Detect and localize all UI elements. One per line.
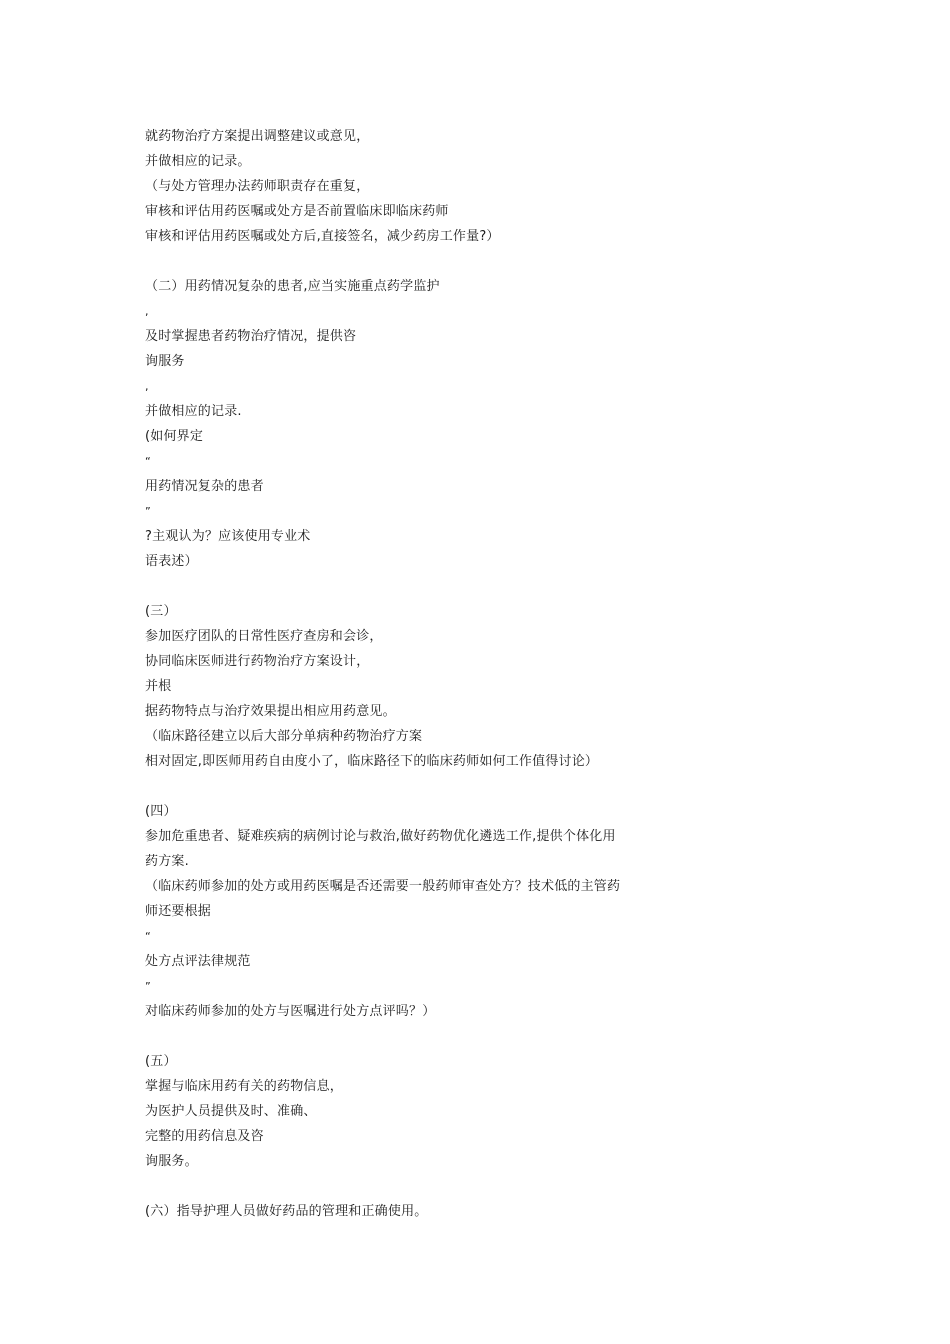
section-heading-2: （二）用药情况复杂的患者,应当实施重点药学监护 (145, 279, 440, 294)
text-line: 询服务。 (145, 1154, 198, 1169)
text-line: 就药物治疗方案提出调整建议或意见， (145, 129, 370, 144)
section-heading-6: (六）指导护理人员做好药品的管理和正确使用。 (145, 1204, 428, 1219)
text-line: 药方案. (145, 854, 189, 869)
text-line: 协同临床医师进行药物治疗方案设计， (145, 654, 370, 669)
text-line: 处方点评法律规范 (145, 954, 251, 969)
text-line: ” (145, 980, 151, 993)
blank-line (145, 249, 705, 274)
section-heading-5: (五） (145, 1054, 177, 1069)
blank-line (145, 1024, 705, 1049)
text-line: （临床路径建立以后大部分单病种药物治疗方案 (145, 729, 423, 744)
text-line: 相对固定,即医师用药自由度小了，临床路径下的临床药师如何工作值得讨论） (145, 754, 599, 769)
text-line: 对临床药师参加的处方与医嘱进行处方点评吗？） (145, 1004, 436, 1019)
text-line: 审核和评估用药医嘱或处方是否前置临床即临床药师 (145, 204, 449, 219)
text-line: 询服务 (145, 354, 185, 369)
text-line: , (145, 305, 149, 318)
text-line: 完整的用药信息及咨 (145, 1129, 264, 1144)
text-line: （与处方管理办法药师职责存在重复， (145, 179, 370, 194)
text-line: 师还要根据 (145, 904, 212, 919)
text-line: 据药物特点与治疗效果提出相应用药意见。 (145, 704, 396, 719)
text-line: （临床药师参加的处方或用药医嘱是否还需要一般药师审查处方？技术低的主管药 (145, 879, 621, 894)
blank-line (145, 774, 705, 799)
text-line: “ (145, 455, 151, 468)
text-line: 语表述） (145, 554, 198, 569)
blank-line (145, 1174, 705, 1199)
blank-line (145, 574, 705, 599)
text-line: ?主观认为？应该使用专业术 (145, 529, 311, 544)
text-line: 掌握与临床用药有关的药物信息， (145, 1079, 344, 1094)
text-line: 审核和评估用药医嘱或处方后,直接签名，减少药房工作量?） (145, 229, 500, 244)
document-body (145, 124, 705, 1224)
text-line: 并做相应的记录。 (145, 154, 251, 169)
text-line: 用药情况复杂的患者 (145, 479, 264, 494)
text-line: (如何界定 (145, 429, 204, 444)
section-heading-3: (三） (145, 604, 177, 619)
text-line: 为医护人员提供及时、准确、 (145, 1104, 317, 1119)
text-line: “ (145, 930, 151, 943)
text-line: 参加危重患者、疑难疾病的病例讨论与救治,做好药物优化遴选工作,提供个体化用 (145, 829, 616, 844)
text-line: ” (145, 505, 151, 518)
section-heading-4: (四） (145, 804, 177, 819)
text-line: 并做相应的记录. (145, 404, 242, 419)
text-line: 并根 (145, 679, 172, 694)
text-line: 及时掌握患者药物治疗情况，提供咨 (145, 329, 357, 344)
text-line: 参加医疗团队的日常性医疗查房和会诊， (145, 629, 383, 644)
text-line: , (145, 380, 149, 393)
